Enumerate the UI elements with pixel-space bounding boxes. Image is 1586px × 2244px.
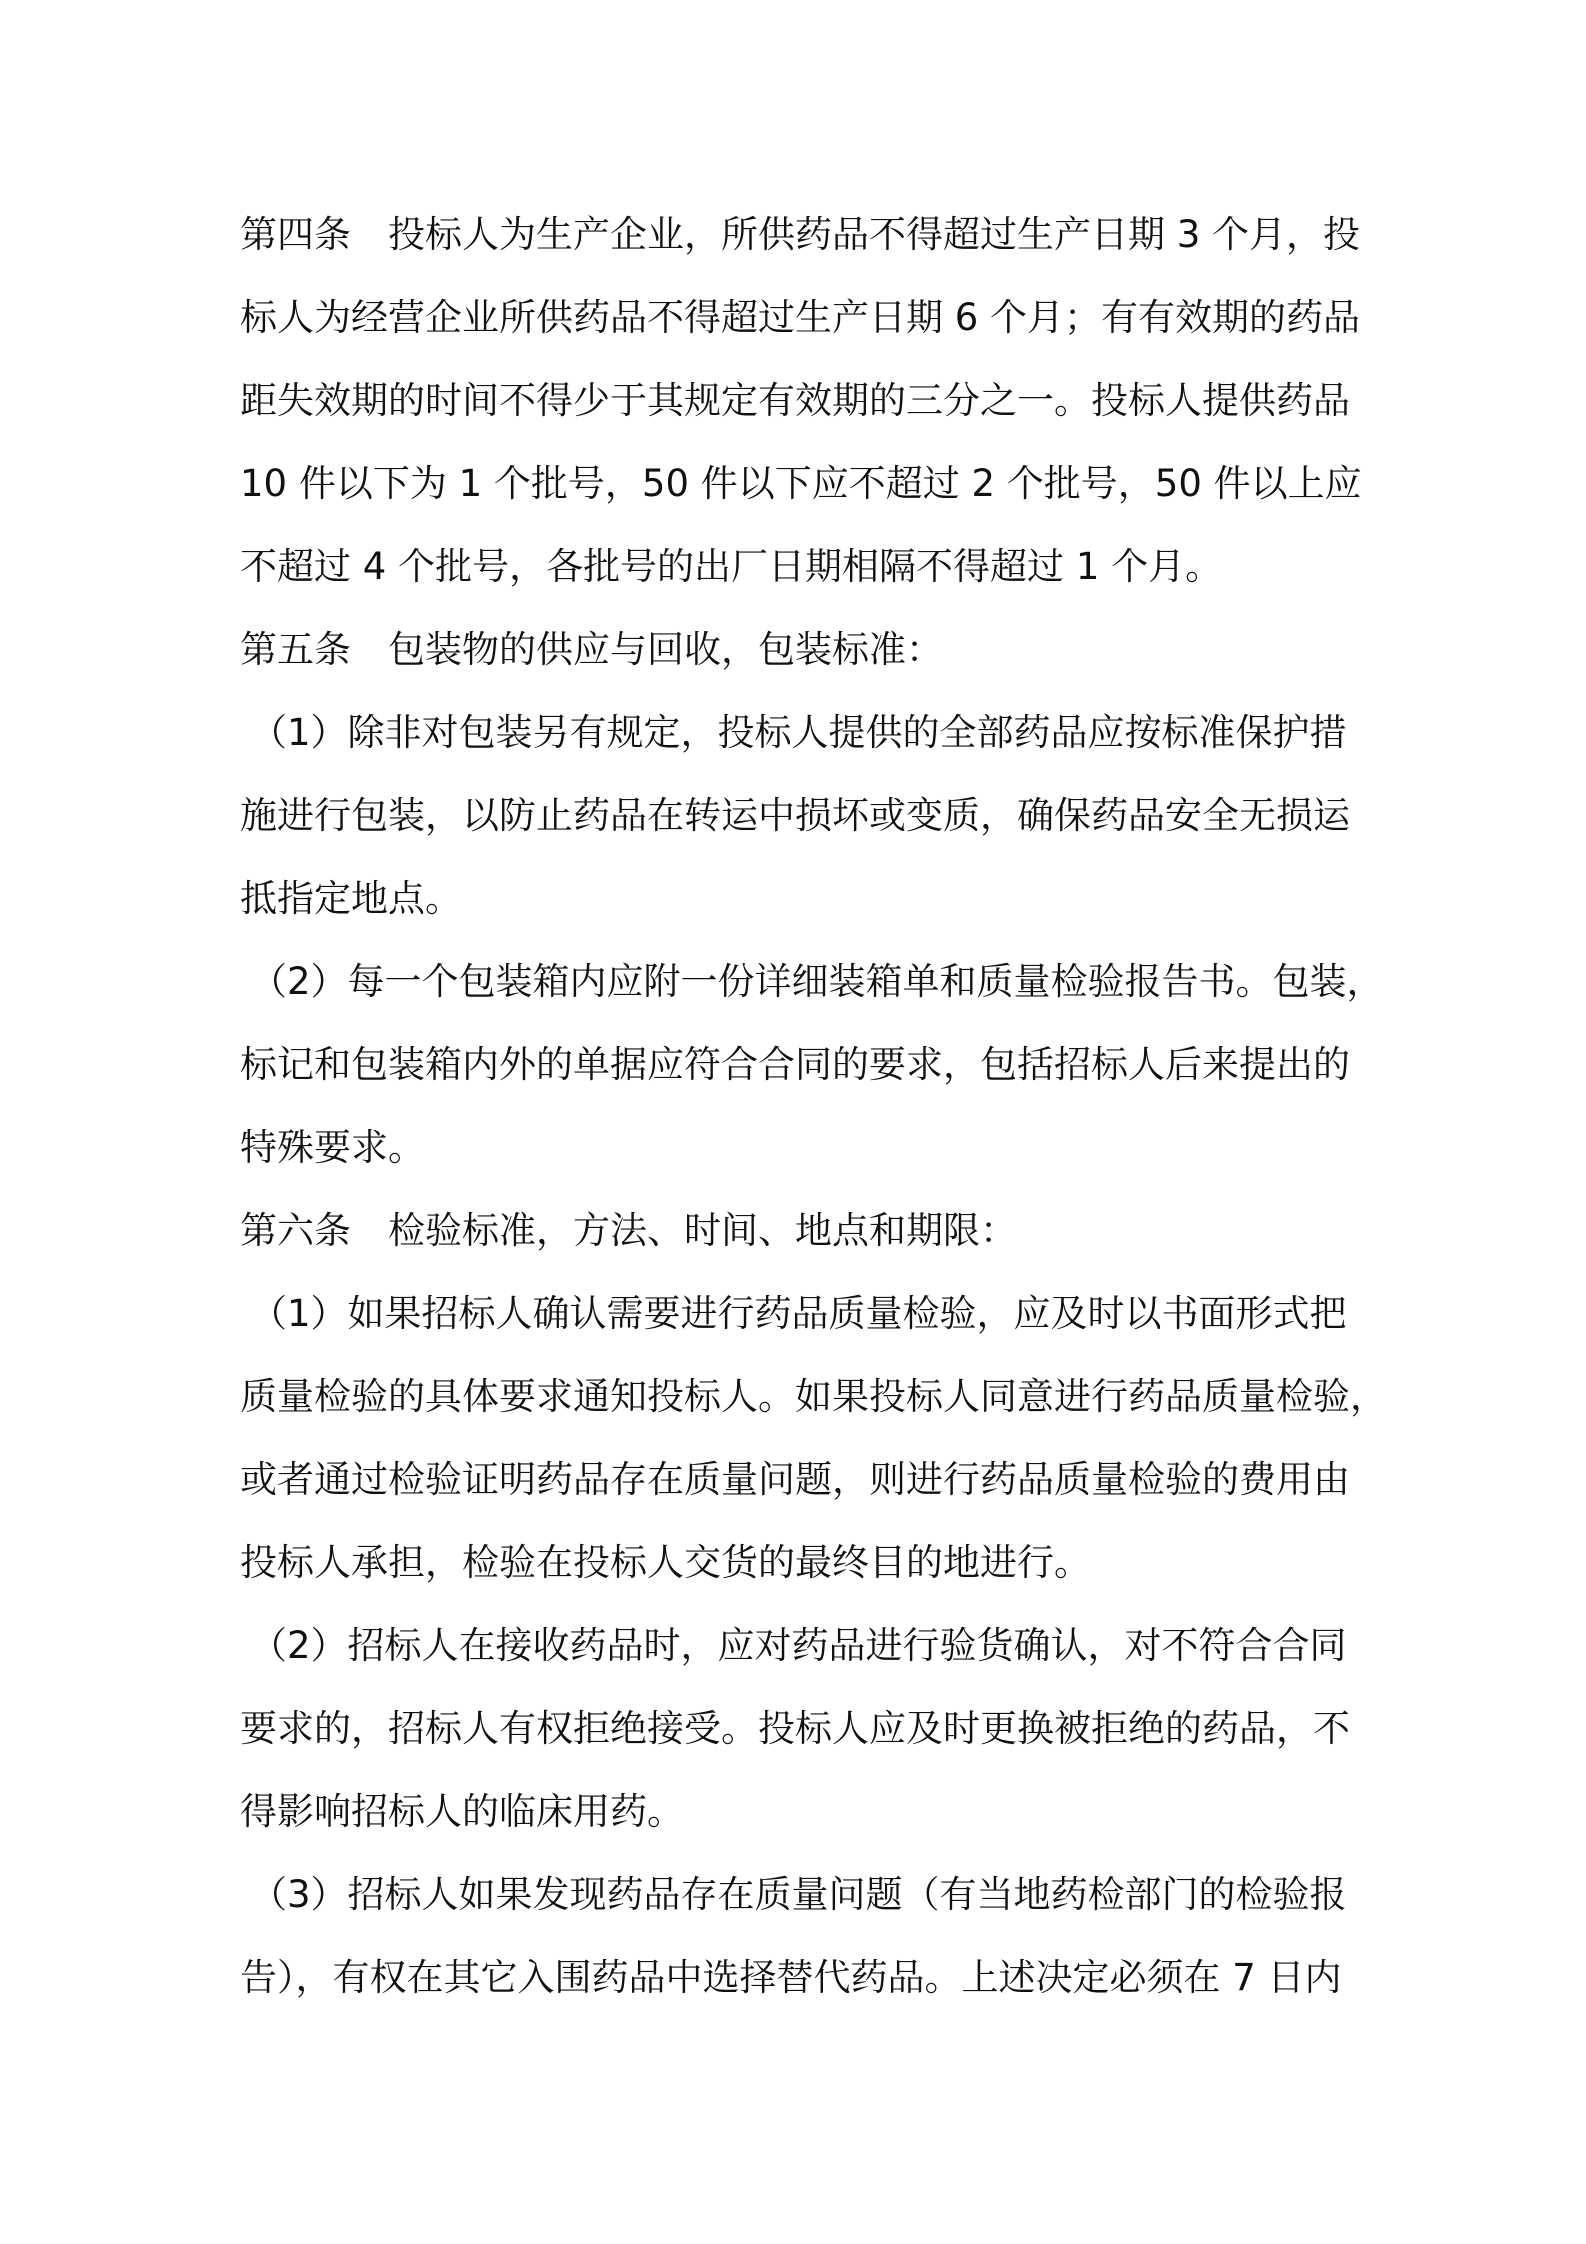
article-6-item-2-line-2: 要求的，招标人有权拒绝接受。投标人应及时更换被拒绝的药品，不: [240, 1707, 1350, 1750]
article-6-item-3-line-1: （3）招标人如果发现药品存在质量问题（有当地药检部门的检验报: [250, 1873, 1347, 1916]
article-5-item-2-line-2: 标记和包装箱内外的单据应符合合同的要求，包括招标人后来提出的: [240, 1043, 1350, 1086]
article-6-item-2-line-1: （2）招标人在接收药品时，应对药品进行验货确认，对不符合合同: [250, 1624, 1347, 1667]
article-5-heading: 第五条 包装物的供应与回收，包装标准：: [240, 628, 943, 671]
article-5-item-2-line-1: （2）每一个包装箱内应附一份详细装箱单和质量检验报告书。包装，: [250, 960, 1384, 1003]
article-4-line-3: 距失效期的时间不得少于其规定有效期的三分之一。投标人提供药品: [240, 379, 1350, 422]
article-6-item-1-line-3: 或者通过检验证明药品存在质量问题，则进行药品质量检验的费用由: [240, 1458, 1350, 1501]
article-5-item-1-line-1: （1）除非对包装另有规定，投标人提供的全部药品应按标准保护措: [250, 711, 1347, 754]
article-6-item-1-line-4: 投标人承担，检验在投标人交货的最终目的地进行。: [240, 1541, 1091, 1584]
article-6-item-1-line-1: （1）如果招标人确认需要进行药品质量检验，应及时以书面形式把: [250, 1292, 1347, 1335]
article-4-line-2: 标人为经营企业所供药品不得超过生产日期 6 个月；有有效期的药品: [240, 296, 1361, 339]
article-6-item-3-line-2: 告），有权在其它入围药品中选择替代药品。上述决定必须在 7 日内: [240, 1956, 1342, 1999]
article-5-item-2-line-3: 特殊要求。: [240, 1126, 425, 1169]
article-4-line-5: 不超过 4 个批号，各批号的出厂日期相隔不得超过 1 个月。: [240, 545, 1223, 588]
document-body: [240, 193, 1387, 2019]
article-5-item-1-line-2: 施进行包装，以防止药品在转运中损坏或变质，确保药品安全无损运: [240, 794, 1350, 837]
article-4-line-4: 10 件以下为 1 个批号，50 件以下应不超过 2 个批号，50 件以上应: [240, 462, 1362, 505]
article-5-item-1-line-3: 抵指定地点。: [240, 877, 462, 920]
article-6-item-1-line-2: 质量检验的具体要求通知投标人。如果投标人同意进行药品质量检验，: [240, 1375, 1387, 1418]
article-6-item-2-line-3: 得影响招标人的临床用药。: [240, 1790, 684, 1833]
article-4-line-1: 第四条 投标人为生产企业，所供药品不得超过生产日期 3 个月，投: [240, 213, 1361, 256]
article-6-heading: 第六条 检验标准，方法、时间、地点和期限：: [240, 1209, 1017, 1252]
